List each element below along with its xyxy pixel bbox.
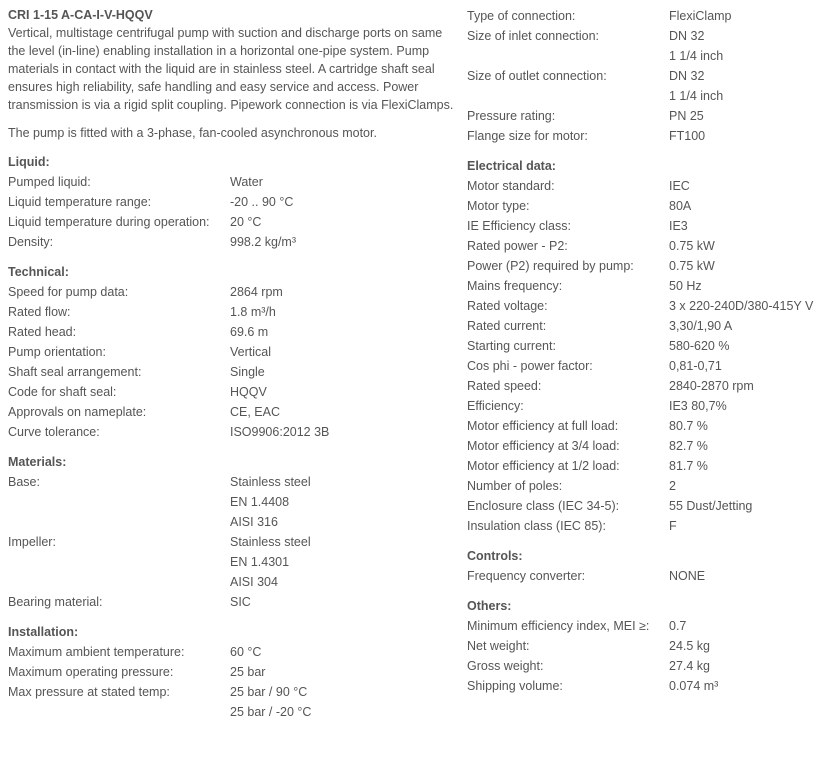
spec-label: Pumped liquid: (8, 175, 91, 189)
spec-value: 2840-2870 rpm (669, 379, 754, 393)
spec-values (230, 342, 456, 362)
spec-values (230, 192, 456, 212)
spec-values (230, 302, 456, 322)
spec-label: Starting current: (467, 339, 556, 353)
spec-row (8, 342, 456, 362)
spec-values (669, 676, 827, 696)
spec-row (467, 436, 827, 456)
spec-label: Frequency converter: (467, 569, 586, 583)
spec-label: Motor efficiency at 3/4 load: (467, 439, 620, 453)
spec-label: Code for shaft seal: (8, 385, 117, 399)
section-spacer (8, 142, 456, 152)
spec-values (669, 566, 827, 586)
spec-value: 580-620 % (669, 339, 730, 353)
spec-value: NONE (669, 569, 706, 583)
spec-row (8, 472, 456, 532)
spec-label: IE Efficiency class: (467, 219, 571, 233)
spec-values (669, 106, 827, 126)
spec-label: Maximum operating pressure: (8, 665, 174, 679)
spec-value: CE, EAC (230, 405, 281, 419)
spec-values (230, 212, 456, 232)
spec-value: IE3 80,7% (669, 399, 727, 413)
spec-label: Flange size for motor: (467, 129, 588, 143)
spec-value: 20 °C (230, 215, 262, 229)
spec-label: Pressure rating: (467, 109, 556, 123)
spec-row (8, 402, 456, 422)
spec-value: SIC (230, 595, 251, 609)
spec-value: HQQV (230, 385, 267, 399)
spec-value: -20 .. 90 °C (230, 195, 294, 209)
spec-label: Speed for pump data: (8, 285, 129, 299)
spec-values (230, 172, 456, 192)
spec-row (467, 656, 827, 676)
section-heading: Materials: (8, 455, 67, 469)
spec-value: 25 bar / -20 °C (230, 705, 312, 719)
spec-values (669, 396, 827, 416)
spec-values (669, 296, 827, 316)
spec-label: Size of inlet connection: (467, 29, 600, 43)
spec-value: DN 32 (669, 69, 705, 83)
spec-label: Gross weight: (467, 659, 544, 673)
section-heading: Installation: (8, 625, 79, 639)
spec-label: Rated current: (467, 319, 547, 333)
spec-value: 0.7 (669, 619, 687, 633)
spec-value: 0,81-0,71 (669, 359, 722, 373)
spec-values (669, 66, 827, 106)
spec-row (467, 256, 827, 276)
spec-values (230, 382, 456, 402)
spec-value: AISI 316 (230, 515, 278, 529)
spec-value: 60 °C (230, 645, 262, 659)
spec-row (8, 362, 456, 382)
spec-row (8, 172, 456, 192)
spec-row (8, 232, 456, 252)
spec-values (669, 436, 827, 456)
spec-values (669, 376, 827, 396)
spec-label: Rated flow: (8, 305, 71, 319)
spec-row (467, 616, 827, 636)
spec-label: Net weight: (467, 639, 530, 653)
spec-label: Rated speed: (467, 379, 542, 393)
spec-values (230, 282, 456, 302)
spec-label: Insulation class (IEC 85): (467, 519, 606, 533)
spec-values (230, 682, 456, 722)
spec-row (8, 662, 456, 682)
spec-row (8, 322, 456, 342)
spec-section (8, 452, 456, 612)
spec-row (467, 316, 827, 336)
spec-values (230, 322, 456, 342)
spec-section (8, 152, 456, 252)
spec-row (467, 456, 827, 476)
spec-values (230, 592, 456, 612)
spec-value: 24.5 kg (669, 639, 711, 653)
spec-label: Maximum ambient temperature: (8, 645, 185, 659)
spec-value: 0.75 kW (669, 259, 715, 273)
spec-value: 69.6 m (230, 325, 269, 339)
spec-label: Minimum efficiency index, MEI ≥: (467, 619, 650, 633)
spec-values (669, 256, 827, 276)
spec-value: EN 1.4408 (230, 495, 290, 509)
spec-section (467, 6, 827, 146)
spec-section (467, 546, 827, 586)
spec-value: FlexiClamp (669, 9, 732, 23)
section-heading: Liquid: (8, 155, 50, 169)
spec-row (467, 676, 827, 696)
spec-section (8, 262, 456, 442)
spec-values (669, 656, 827, 676)
spec-label: Motor efficiency at 1/2 load: (467, 459, 620, 473)
spec-value: 1 1/4 inch (669, 49, 724, 63)
spec-values (230, 422, 456, 442)
spec-value: 80A (669, 199, 692, 213)
spec-row (8, 422, 456, 442)
section-heading: Technical: (8, 265, 69, 279)
spec-value: Stainless steel (230, 535, 311, 549)
spec-value: F (669, 519, 677, 533)
spec-value: Stainless steel (230, 475, 311, 489)
spec-value: 25 bar / 90 °C (230, 685, 308, 699)
spec-values (669, 496, 827, 516)
spec-label: Impeller: (8, 535, 56, 549)
spec-values (669, 26, 827, 66)
spec-values (230, 362, 456, 382)
spec-label: Curve tolerance: (8, 425, 100, 439)
spec-row (8, 192, 456, 212)
spec-value: 3 x 220-240D/380-415Y V (669, 299, 814, 313)
left-spec-sections (8, 152, 456, 722)
spec-value: 81.7 % (669, 459, 708, 473)
spec-values (669, 636, 827, 656)
spec-row (8, 302, 456, 322)
section-heading: Others: (467, 599, 512, 613)
spec-section (467, 156, 827, 536)
spec-label: Rated power - P2: (467, 239, 568, 253)
spec-value: 0.75 kW (669, 239, 715, 253)
spec-label: Rated voltage: (467, 299, 548, 313)
spec-value: 3,30/1,90 A (669, 319, 733, 333)
spec-values (669, 456, 827, 476)
section-heading: Controls: (467, 549, 523, 563)
spec-value: AISI 304 (230, 575, 278, 589)
spec-label: Approvals on nameplate: (8, 405, 147, 419)
product-title: CRI 1-15 A-CA-I-V-HQQV (8, 8, 153, 22)
spec-value: DN 32 (669, 29, 705, 43)
spec-value: Single (230, 365, 265, 379)
spec-value: 998.2 kg/m³ (230, 235, 297, 249)
spec-label: Base: (8, 475, 40, 489)
spec-values (669, 6, 827, 26)
spec-row (467, 636, 827, 656)
spec-row (467, 336, 827, 356)
right-column (467, 6, 827, 696)
product-description: Vertical, multistage centrifugal pump with suction and discharge ports on same the level (in-line) enabling installation in a horizontal one-pipe system. Pump materials in contact with the liquid are in stainless steel. A cartridge shaft seal ensures high reliability, safe handling and easy service and access. Power transmission is via a rigid split coupling. Pipework connection is via FlexiClamps. (8, 26, 454, 112)
spec-label: Motor type: (467, 199, 530, 213)
spec-label: Motor efficiency at full load: (467, 419, 619, 433)
spec-value: 82.7 % (669, 439, 708, 453)
spec-values (669, 316, 827, 336)
spec-value: IE3 (669, 219, 688, 233)
spec-row (8, 382, 456, 402)
right-spec-sections (467, 6, 827, 696)
spec-label: Liquid temperature range: (8, 195, 152, 209)
spec-row (467, 356, 827, 376)
spec-row (467, 566, 827, 586)
spec-values (230, 402, 456, 422)
spec-value: PN 25 (669, 109, 704, 123)
spec-values (669, 416, 827, 436)
spec-label: Power (P2) required by pump: (467, 259, 634, 273)
spec-values (669, 176, 827, 196)
left-column (8, 6, 456, 722)
spec-section (8, 622, 456, 722)
spec-label: Number of poles: (467, 479, 563, 493)
spec-values (669, 476, 827, 496)
spec-row (8, 592, 456, 612)
spec-values (669, 616, 827, 636)
spec-row (467, 216, 827, 236)
spec-label: Liquid temperature during operation: (8, 215, 210, 229)
spec-values (669, 336, 827, 356)
spec-values (230, 532, 456, 592)
spec-label: Shipping volume: (467, 679, 563, 693)
spec-value: 27.4 kg (669, 659, 711, 673)
motor-note: The pump is fitted with a 3-phase, fan-cooled asynchronous motor. (8, 126, 377, 140)
spec-value: 25 bar (230, 665, 266, 679)
spec-label: Motor standard: (467, 179, 555, 193)
spec-label: Enclosure class (IEC 34-5): (467, 499, 620, 513)
spec-value: FT100 (669, 129, 706, 143)
spec-section (467, 596, 827, 696)
spec-row (467, 396, 827, 416)
spec-row (467, 26, 827, 66)
spec-label: Density: (8, 235, 54, 249)
spec-row (467, 66, 827, 106)
spec-values (669, 236, 827, 256)
spec-values (669, 276, 827, 296)
spec-row (467, 296, 827, 316)
spec-value: EN 1.4301 (230, 555, 290, 569)
spec-row (467, 276, 827, 296)
spec-row (8, 282, 456, 302)
spec-label: Shaft seal arrangement: (8, 365, 142, 379)
spec-value: 1 1/4 inch (669, 89, 724, 103)
spec-value: 80.7 % (669, 419, 708, 433)
spec-label: Mains frequency: (467, 279, 563, 293)
spec-row (467, 416, 827, 436)
spec-row (467, 126, 827, 146)
spec-row (8, 642, 456, 662)
spec-value: IEC (669, 179, 690, 193)
spec-value: 2 (669, 479, 676, 493)
section-heading: Electrical data: (467, 159, 556, 173)
spec-label: Max pressure at stated temp: (8, 685, 170, 699)
spec-row (467, 176, 827, 196)
spec-label: Efficiency: (467, 399, 524, 413)
spec-values (230, 642, 456, 662)
spec-values (230, 662, 456, 682)
spec-values (669, 216, 827, 236)
spec-row (467, 6, 827, 26)
spec-value: ISO9906:2012 3B (230, 425, 330, 439)
spec-row (8, 532, 456, 592)
spec-value: 1.8 m³/h (230, 305, 276, 319)
spec-values (669, 126, 827, 146)
spec-label: Pump orientation: (8, 345, 106, 359)
spec-values (669, 356, 827, 376)
spec-label: Rated head: (8, 325, 77, 339)
spec-label: Type of connection: (467, 9, 576, 23)
spec-values (669, 196, 827, 216)
spec-row (8, 212, 456, 232)
spec-row (467, 106, 827, 126)
spec-row (8, 682, 456, 722)
spec-row (467, 196, 827, 216)
spec-row (467, 236, 827, 256)
spec-values (230, 472, 456, 532)
spec-label: Bearing material: (8, 595, 103, 609)
spec-value: Vertical (230, 345, 271, 359)
spec-value: 55 Dust/Jetting (669, 499, 753, 513)
spec-value: 50 Hz (669, 279, 702, 293)
spec-label: Cos phi - power factor: (467, 359, 593, 373)
spec-value: Water (230, 175, 263, 189)
spec-values (230, 232, 456, 252)
spec-row (467, 516, 827, 536)
spec-row (467, 496, 827, 516)
spec-row (467, 376, 827, 396)
spec-values (669, 516, 827, 536)
spec-row (467, 476, 827, 496)
spec-value: 2864 rpm (230, 285, 283, 299)
spec-value: 0.074 m³ (669, 679, 719, 693)
spec-label: Size of outlet connection: (467, 69, 607, 83)
